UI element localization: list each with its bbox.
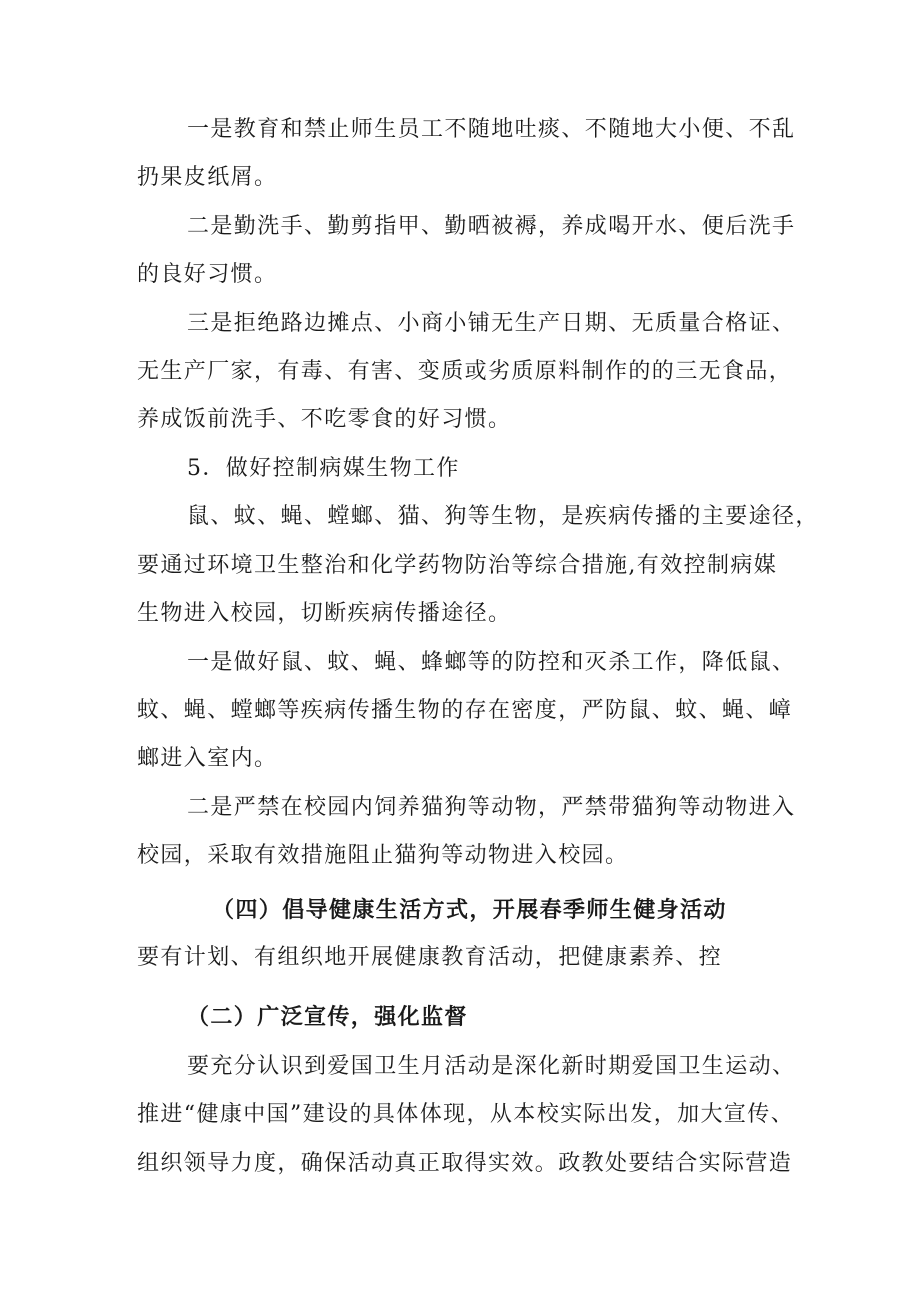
section-heading: （四）倡导健康生活方式，开展春季师生健身活动 bbox=[212, 897, 727, 923]
paragraph-line: 要充分认识到爱国卫生月活动是深化新时期爱国卫生运动、 bbox=[187, 1054, 796, 1079]
paragraph-line: 二是勤洗手、勤剪指甲、勤晒被褥，养成喝开水、便后洗手 bbox=[187, 214, 796, 239]
paragraph-line: 要有计划、有组织地开展健康教育活动，把健康素养、控 bbox=[137, 945, 723, 970]
paragraph-line: 养成饭前洗手、不吃零食的好习惯。 bbox=[137, 407, 512, 432]
paragraph-line: 三是拒绝路边摊点、小商小铺无生产日期、无质量合格证、 bbox=[187, 311, 796, 336]
paragraph-line: 蚊、蝇、螳螂等疾病传播生物的存在密度，严防鼠、蚊、蝇、嶂 bbox=[137, 698, 793, 723]
paragraph-line: 组织领导力度，确保活动真正取得实效。政教处要结合实际营造 bbox=[137, 1151, 793, 1176]
paragraph-line: 要通过环境卫生整治和化学药物防治等综合措施,有效控制病媒 bbox=[137, 553, 778, 578]
paragraph-line: 螂进入室内。 bbox=[137, 746, 278, 771]
paragraph-line: 一是做好鼠、蚊、蝇、蜂螂等的防控和灭杀工作，降低鼠、 bbox=[187, 650, 796, 675]
paragraph-line: 的良好习惯。 bbox=[137, 262, 278, 287]
paragraph-line: 生物进入校园，切断疾病传播途径。 bbox=[137, 601, 512, 626]
paragraph-line: 无生产厂家，有毒、有害、变质或劣质原料制作的的三无食品， bbox=[137, 359, 793, 384]
section-heading: 5．做好控制病媒生物工作 bbox=[187, 456, 460, 481]
section-heading: （二）广泛宣传，强化监督 bbox=[187, 1004, 468, 1030]
paragraph-line: 推进“健康中国”建设的具体体现，从本校实际出发，加大宣传、 bbox=[137, 1102, 795, 1127]
paragraph-line: 二是严禁在校园内饲养猫狗等动物，严禁带猫狗等动物进入 bbox=[187, 795, 796, 820]
paragraph-line: 鼠、蚊、蝇、螳螂、猫、狗等生物，是疾病传播的主要途径， bbox=[187, 504, 819, 529]
paragraph-line: 一是教育和禁止师生员工不随地吐痰、不随地大小便、不乱 bbox=[187, 117, 796, 142]
paragraph-line: 校园，采取有效措施阻止猫狗等动物进入校园。 bbox=[137, 843, 629, 868]
paragraph-line: 扔果皮纸屑。 bbox=[137, 165, 278, 190]
